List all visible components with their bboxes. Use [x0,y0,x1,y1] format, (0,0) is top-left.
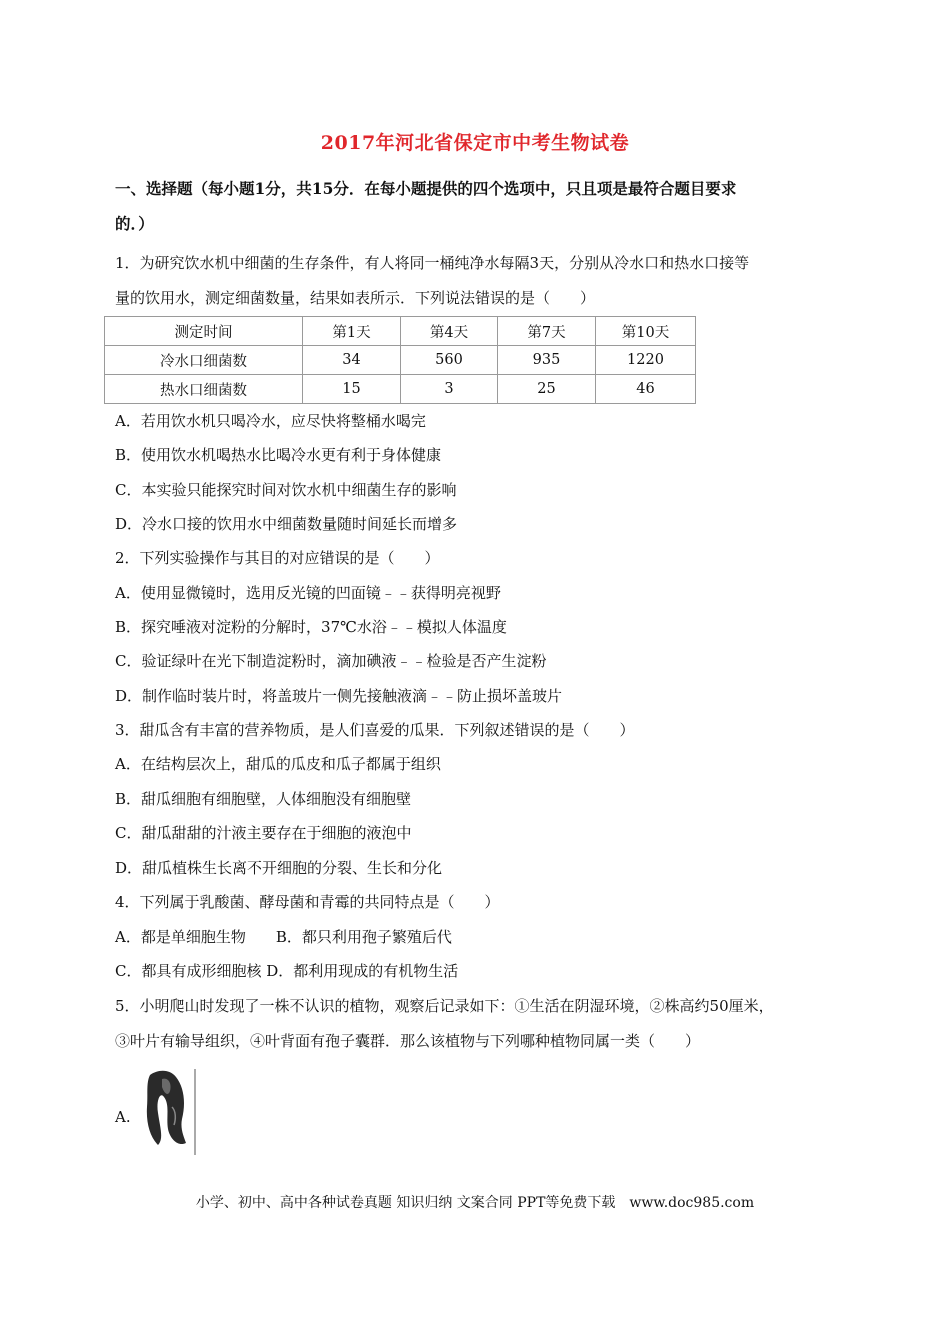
table-cell: 3 [401,375,498,404]
table-row [105,346,696,375]
q2-option-b: B．探究唾液对淀粉的分解时，37℃水浴﹣﹣模拟人体温度 [115,618,507,636]
q4-options-cd: C．都具有成形细胞核 D．都利用现成的有机物生活 [115,962,459,980]
q3-stem: 3．甜瓜含有丰富的营养物质，是人们喜爱的瓜果．下列叙述错误的是（ ） [115,721,635,739]
section-heading-line-1: 一、选择题（每小题1分，共15分．在每小题提供的四个选项中，只且项是最符合题目要求 [115,179,737,198]
table-cell: 935 [498,346,596,375]
table-header-cell: 第4天 [401,317,498,346]
q5-option-a-label: A. [115,1108,131,1126]
table-header-cell: 第1天 [303,317,401,346]
table-cell: 1220 [596,346,696,375]
q2-option-c: C．验证绿叶在光下制造淀粉时，滴加碘液﹣﹣检验是否产生淀粉 [115,652,547,670]
q4-options-ab: A．都是单细胞生物 B．都只利用孢子繁殖后代 [115,928,452,946]
q2-option-d: D．制作临时装片时，将盖玻片一侧先接触液滴﹣﹣防止损坏盖玻片 [115,687,563,705]
q1-stem-line-1: 1．为研究饮水机中细菌的生存条件，有人将同一桶纯净水每隔3天，分别从冷水口和热水口接等 [115,254,750,272]
q4-stem: 4．下列属于乳酸菌、酵母菌和青霉的共同特点是（ ） [115,893,500,911]
q2-option-a: A．使用显微镜时，选用反光镜的凹面镜﹣﹣获得明亮视野 [115,584,501,602]
section-heading-line-2: 的．） [115,214,154,233]
table-cell: 34 [303,346,401,375]
table-cell: 46 [596,375,696,404]
fern-plant-image [140,1067,196,1157]
q5-stem-line-1: 5．小明爬山时发现了一株不认识的植物，观察后记录如下：①生活在阴湿环境，②株高约50厘米， [115,997,774,1015]
q3-option-a: A．在结构层次上，甜瓜的瓜皮和瓜子都属于组织 [115,755,441,773]
exam-title: 2017年河北省保定市中考生物试卷 [320,132,630,154]
table-row [105,375,696,404]
q1-stem-line-2: 量的饮用水，测定细菌数量，结果如表所示．下列说法错误的是（ ） [115,289,596,307]
q3-option-b: B．甜瓜细胞有细胞壁，人体细胞没有细胞壁 [115,790,412,808]
q1-option-c: C．本实验只能探究时间对饮水机中细菌生存的影响 [115,481,457,499]
bacteria-count-table [104,316,696,404]
table-header-row [105,317,696,346]
table-cell: 25 [498,375,596,404]
q1-option-a: A．若用饮水机只喝冷水，应尽快将整桶水喝完 [115,412,426,430]
table-header-cell: 测定时间 [105,317,303,346]
q5-stem-line-2: ③叶片有输导组织，④叶背面有孢子囊群．那么该植物与下列哪种植物同属一类（ ） [115,1032,701,1050]
q2-stem: 2．下列实验操作与其目的对应错误的是（ ） [115,549,440,567]
q3-option-d: D．甜瓜植株生长离不开细胞的分裂、生长和分化 [115,859,443,877]
table-cell: 560 [401,346,498,375]
q3-option-c: C．甜瓜甜甜的汁液主要存在于细胞的液泡中 [115,824,412,842]
table-cell: 15 [303,375,401,404]
table-header-cell: 第7天 [498,317,596,346]
q1-option-d: D．冷水口接的饮用水中细菌数量随时间延长而增多 [115,515,458,533]
table-cell: 冷水口细菌数 [105,346,303,375]
q1-option-b: B．使用饮水机喝热水比喝冷水更有利于身体健康 [115,446,442,464]
table-cell: 热水口细菌数 [105,375,303,404]
table-header-cell: 第10天 [596,317,696,346]
page-footer: 小学、初中、高中各种试卷真题 知识归纳 文案合同 PPT等免费下载 www.doc985.com [195,1195,755,1211]
